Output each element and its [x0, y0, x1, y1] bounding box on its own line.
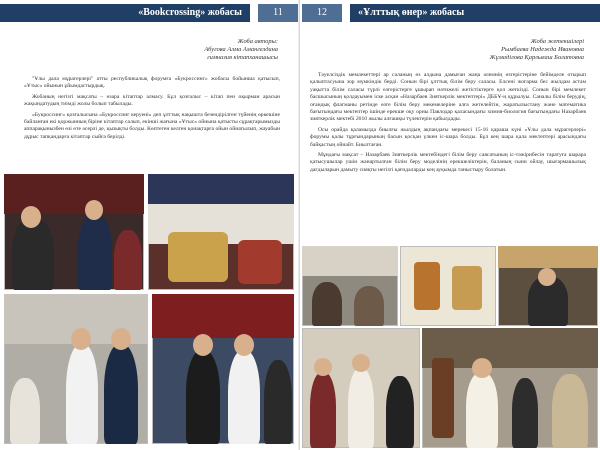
photo-ornament-display — [400, 246, 496, 326]
paragraph: Тәуелсіздік мемлекеттері ар саланың өз алдына дамыған жаңа әлемнің өзгерістеріне бейімделе отырып қалыптасуына зор мүмкіндік берді. Сонын бірі ұлттық білім беру саласы. Елсені жоғарма бес жылдам астам уақытта білім саласы түрлі өзгерістерге ұшырап нәтижелі жетістіктерге қол жеткізді. Сонын бірі мемлекет басшысының қолдауымен іске асқан «Назарбаев Зияткерлік мектептері» ДББҰ-ң құрылуы. Саналы білім берудің, оғандық флагманы ретінде өзге білім беру мекемелеріне алға жетелейтін, жаратылыстану және математика бағытындағы мектептер ішінде ерекше оқу орны Павлодар қаласындағы химия-биология бағытындағы Назарбаев зияткерлік мектебі 2010 жылы алғашқы түлектерін қабылдады. — [310, 72, 586, 123]
right-page — [300, 0, 600, 450]
photo-children-in-costumes — [302, 328, 420, 448]
byline-label: Жоба жетекшілері — [530, 38, 584, 45]
photo-book-camel-display — [148, 174, 294, 290]
photo-students-with-books — [152, 294, 294, 444]
right-page-number: 12 — [302, 4, 342, 22]
paragraph: "Ұлы дала мұрагерлері" атты республикалық форумға «Букроссинг» жобасы бойынша қатысып, «Ұтыс» ойынын ұйымдастырдық. — [24, 76, 280, 90]
paragraph: Осы орайда қаламызда биылғы жылдың ақпандағы мерекесі 15-16 қараша күні «Ұлы дала мұрагерлері» форумы қалы тұрғындарының басын қосқан үлкен іс-шара болды. Бұл кең шара қала мектептері арасындағы байқастың ойнайт. Биылтаған. — [310, 126, 586, 148]
photo-guests-at-booth — [4, 174, 144, 290]
byline-author-name: Абугова Алма Амангелдина — [204, 46, 278, 54]
right-byline — [490, 38, 584, 63]
left-byline — [204, 38, 278, 63]
photo-classroom-crafts — [302, 246, 398, 326]
left-page-number: 11 — [258, 4, 298, 22]
paragraph: Мұндағы мақсат – Назарбаев Зияткерлік мектебіндегі білім беру саясатының іс-тәжірибесін таратуға шарара қатысушылар ушін жанартылған білім беру моделінің ерекшеліктерін, баланың сыни ойлау, шығармашылық дағдыларын дамыту сияқты негізгі қағидаларды кең ауқымда таныстыру болатын. — [310, 152, 586, 173]
byline-leader-name: Рымбаева Надежда Ивановна — [501, 46, 584, 54]
byline-leader-name: Жұмаділова Қарлығаш Болатовна — [489, 54, 584, 62]
left-page-header: «Bookcrossing» жобасы — [0, 4, 250, 22]
photo-national-costumes-display — [422, 328, 598, 448]
photo-students-with-dolls — [4, 294, 148, 444]
paragraph: «Букроссинг» қозғалысына «Букроссинг керуені» деп ұлттық нақышта безендірілген түйенің өркешіне байланған екі қоржынның біріне кітаптар салып, екінші жағына «Ұтыс» ойнына қатысты сұрақтарымызды аппарақынызбен өзі өте әсерлі де, қызықты болды. Көптеген келген қонақтарға ойын ойнатылып, жауабын дұрыс тапқандарға кітаптар сыйға берілді. — [24, 111, 281, 140]
byline-label: Жоба авторы: — [237, 38, 278, 45]
byline-author-role: гимназия кітапханашысы — [207, 54, 278, 62]
right-article-text — [310, 72, 586, 177]
left-article-text — [24, 76, 280, 144]
photo-girl-with-embroidery — [498, 246, 598, 326]
right-page-header: «Ұлттық өнер» жобасы — [350, 4, 600, 22]
paragraph: Жобаның негізгі мақсаты – өзара кітаптар алмасу. Бұл қозғалыс – кітап пен оқырман арасын жақындатудың тиімді жолы болып табылады. — [24, 93, 280, 108]
